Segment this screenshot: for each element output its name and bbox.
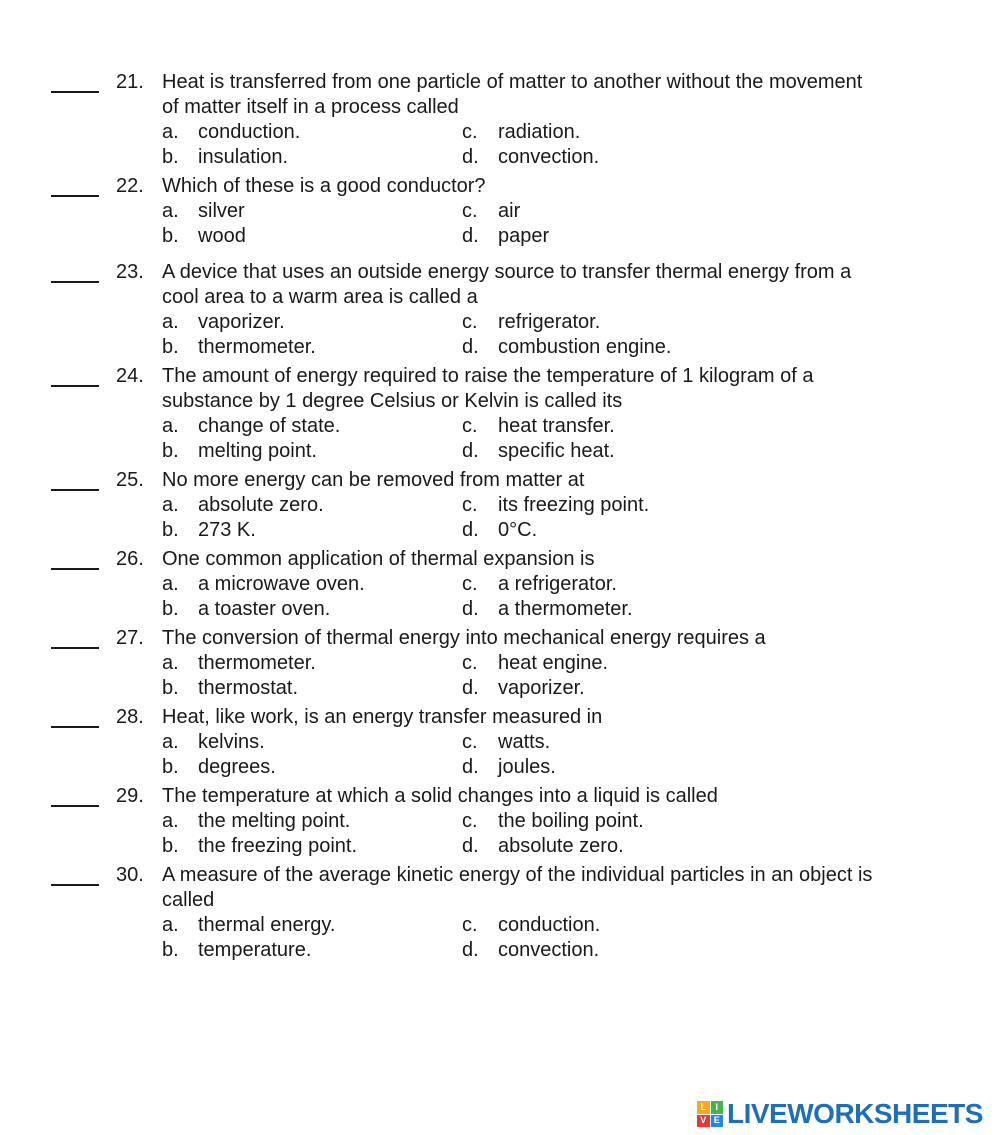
choice-letter: b. bbox=[162, 939, 179, 961]
choice-a bbox=[162, 913, 462, 938]
choice-letter: c. bbox=[462, 415, 478, 437]
choice-letter: d. bbox=[462, 519, 479, 541]
question-27 bbox=[0, 626, 1000, 701]
question-26 bbox=[0, 547, 1000, 622]
choice-text: absolute zero. bbox=[498, 835, 624, 857]
choice-d bbox=[462, 755, 762, 780]
liveworksheets-logo bbox=[697, 1098, 997, 1130]
choice-letter: a. bbox=[162, 311, 179, 333]
choice-text: joules. bbox=[498, 756, 556, 778]
choice-d bbox=[462, 834, 762, 859]
choice-a bbox=[162, 493, 462, 518]
answer-blank[interactable] bbox=[51, 174, 99, 197]
choice-letter: b. bbox=[162, 756, 179, 778]
choice-letter: c. bbox=[462, 494, 478, 516]
choice-b bbox=[162, 224, 462, 249]
choice-letter: c. bbox=[462, 121, 478, 143]
choice-letter: a. bbox=[162, 652, 179, 674]
choice-text: conduction. bbox=[498, 914, 601, 936]
question-stem: Which of these is a good conductor? bbox=[162, 175, 486, 197]
choice-text: a refrigerator. bbox=[498, 573, 617, 595]
choice-text: a microwave oven. bbox=[198, 573, 365, 595]
choice-text: the freezing point. bbox=[198, 835, 357, 857]
question-stem: One common application of thermal expansion is bbox=[162, 548, 595, 570]
choice-text: degrees. bbox=[198, 756, 276, 778]
question-stem: The amount of energy required to raise the temperature of 1 kilogram of a substance by 1 degree Celsius or Kelvin is called its bbox=[162, 365, 814, 412]
choice-letter: a. bbox=[162, 810, 179, 832]
logo-mark-icon bbox=[697, 1101, 723, 1127]
choice-text: watts. bbox=[498, 731, 551, 753]
question-stem: Heat, like work, is an energy transfer measured in bbox=[162, 706, 603, 728]
choice-letter: b. bbox=[162, 519, 179, 541]
choice-text: radiation. bbox=[498, 121, 581, 143]
question-stem: The conversion of thermal energy into mechanical energy requires a bbox=[162, 627, 766, 649]
choice-letter: a. bbox=[162, 573, 179, 595]
question-23 bbox=[0, 260, 1000, 360]
choice-letter: a. bbox=[162, 415, 179, 437]
choice-text: combustion engine. bbox=[498, 336, 672, 358]
choice-d bbox=[462, 335, 762, 360]
choice-a bbox=[162, 651, 462, 676]
choice-text: a toaster oven. bbox=[198, 598, 331, 620]
choice-a bbox=[162, 572, 462, 597]
choice-letter: b. bbox=[162, 440, 179, 462]
choice-letter: a. bbox=[162, 494, 179, 516]
choice-text: conduction. bbox=[198, 121, 301, 143]
choice-d bbox=[462, 676, 762, 701]
choice-text: convection. bbox=[498, 939, 600, 961]
choice-d bbox=[462, 597, 762, 622]
choice-a bbox=[162, 310, 462, 335]
choice-letter: d. bbox=[462, 677, 479, 699]
logo-mark-letter: I bbox=[711, 1101, 724, 1114]
question-number: 30. bbox=[116, 864, 144, 886]
choice-letter: b. bbox=[162, 225, 179, 247]
answer-blank[interactable] bbox=[51, 626, 99, 649]
choice-b bbox=[162, 755, 462, 780]
choice-c bbox=[462, 414, 762, 439]
choice-list bbox=[162, 572, 762, 622]
logo-mark-letter: V bbox=[697, 1115, 710, 1128]
choice-list bbox=[162, 651, 762, 701]
choice-b bbox=[162, 676, 462, 701]
choice-letter: c. bbox=[462, 731, 478, 753]
choice-list bbox=[162, 310, 762, 360]
choice-text: its freezing point. bbox=[498, 494, 650, 516]
question-21 bbox=[0, 70, 1000, 170]
logo-mark-letter: E bbox=[711, 1115, 724, 1128]
choice-letter: d. bbox=[462, 146, 479, 168]
choice-letter: d. bbox=[462, 835, 479, 857]
choice-text: 273 K. bbox=[198, 519, 256, 541]
choice-d bbox=[462, 145, 762, 170]
choice-b bbox=[162, 335, 462, 360]
question-number: 25. bbox=[116, 469, 144, 491]
choice-letter: c. bbox=[462, 914, 478, 936]
choice-c bbox=[462, 651, 762, 676]
choice-d bbox=[462, 938, 762, 963]
choice-c bbox=[462, 199, 762, 224]
choice-text: insulation. bbox=[198, 146, 289, 168]
choice-text: refrigerator. bbox=[498, 311, 601, 333]
choice-list bbox=[162, 493, 762, 543]
question-number: 21. bbox=[116, 71, 144, 93]
choice-text: thermal energy. bbox=[198, 914, 336, 936]
choice-text: a thermometer. bbox=[498, 598, 633, 620]
question-stem: The temperature at which a solid changes into a liquid is called bbox=[162, 785, 718, 807]
answer-blank[interactable] bbox=[51, 705, 99, 728]
choice-letter: d. bbox=[462, 336, 479, 358]
choice-letter: d. bbox=[462, 756, 479, 778]
choice-d bbox=[462, 518, 762, 543]
question-24 bbox=[0, 364, 1000, 464]
choice-c bbox=[462, 913, 762, 938]
choice-letter: b. bbox=[162, 598, 179, 620]
choice-text: kelvins. bbox=[198, 731, 265, 753]
choice-b bbox=[162, 439, 462, 464]
choice-text: melting point. bbox=[198, 440, 317, 462]
choice-text: vaporizer. bbox=[498, 677, 585, 699]
choice-d bbox=[462, 439, 762, 464]
choice-letter: b. bbox=[162, 146, 179, 168]
choice-letter: c. bbox=[462, 200, 478, 222]
choice-b bbox=[162, 834, 462, 859]
answer-blank[interactable] bbox=[51, 468, 99, 491]
choice-letter: a. bbox=[162, 914, 179, 936]
question-number: 24. bbox=[116, 365, 144, 387]
choice-text: the boiling point. bbox=[498, 810, 644, 832]
question-30 bbox=[0, 863, 1000, 963]
answer-blank[interactable] bbox=[51, 260, 99, 283]
choice-a bbox=[162, 809, 462, 834]
question-22 bbox=[0, 174, 1000, 249]
choice-text: air bbox=[498, 200, 521, 222]
logo-text: LIVEWORKSHEETS bbox=[727, 1098, 983, 1129]
choice-letter: c. bbox=[462, 573, 478, 595]
answer-blank[interactable] bbox=[51, 70, 99, 93]
choice-text: 0°C. bbox=[498, 519, 538, 541]
choice-letter: a. bbox=[162, 121, 179, 143]
choice-a bbox=[162, 120, 462, 145]
answer-blank[interactable] bbox=[51, 547, 99, 570]
choice-list bbox=[162, 809, 762, 859]
choice-text: the melting point. bbox=[198, 810, 351, 832]
question-number: 28. bbox=[116, 706, 144, 728]
choice-text: convection. bbox=[498, 146, 600, 168]
question-28 bbox=[0, 705, 1000, 780]
choice-a bbox=[162, 199, 462, 224]
choice-letter: b. bbox=[162, 677, 179, 699]
choice-letter: d. bbox=[462, 440, 479, 462]
choice-list bbox=[162, 199, 762, 249]
choice-c bbox=[462, 730, 762, 755]
question-number: 27. bbox=[116, 627, 144, 649]
choice-b bbox=[162, 938, 462, 963]
choice-text: thermometer. bbox=[198, 336, 316, 358]
logo-mark-letter: L bbox=[697, 1101, 710, 1114]
choice-list bbox=[162, 414, 762, 464]
question-29 bbox=[0, 784, 1000, 859]
choice-text: vaporizer. bbox=[198, 311, 285, 333]
answer-blank[interactable] bbox=[51, 784, 99, 807]
choice-text: heat transfer. bbox=[498, 415, 615, 437]
choice-a bbox=[162, 730, 462, 755]
choice-b bbox=[162, 518, 462, 543]
question-stem: A device that uses an outside energy source to transfer thermal energy from a cool area to a warm area is called a bbox=[162, 261, 852, 308]
choice-letter: c. bbox=[462, 652, 478, 674]
answer-blank[interactable] bbox=[51, 863, 99, 886]
choice-letter: a. bbox=[162, 200, 179, 222]
choice-c bbox=[462, 120, 762, 145]
choice-text: absolute zero. bbox=[198, 494, 324, 516]
choice-text: silver bbox=[198, 200, 245, 222]
question-number: 23. bbox=[116, 261, 144, 283]
choice-b bbox=[162, 597, 462, 622]
choice-c bbox=[462, 493, 762, 518]
choice-text: thermometer. bbox=[198, 652, 316, 674]
answer-blank[interactable] bbox=[51, 364, 99, 387]
choice-b bbox=[162, 145, 462, 170]
question-number: 29. bbox=[116, 785, 144, 807]
choice-letter: d. bbox=[462, 939, 479, 961]
choice-a bbox=[162, 414, 462, 439]
choice-list bbox=[162, 730, 762, 780]
question-stem: A measure of the average kinetic energy of the individual particles in an object is called bbox=[162, 864, 873, 911]
choice-letter: d. bbox=[462, 598, 479, 620]
choice-d bbox=[462, 224, 762, 249]
question-number: 22. bbox=[116, 175, 144, 197]
question-stem: No more energy can be removed from matter at bbox=[162, 469, 585, 491]
choice-list bbox=[162, 913, 762, 963]
question-stem: Heat is transferred from one particle of matter to another without the movement of matter itself in a process called bbox=[162, 71, 863, 118]
choice-text: thermostat. bbox=[198, 677, 299, 699]
choice-list bbox=[162, 120, 762, 170]
question-25 bbox=[0, 468, 1000, 543]
question-number: 26. bbox=[116, 548, 144, 570]
choice-text: wood bbox=[198, 225, 246, 247]
worksheet bbox=[0, 70, 1000, 963]
choice-c bbox=[462, 809, 762, 834]
choice-letter: d. bbox=[462, 225, 479, 247]
choice-text: temperature. bbox=[198, 939, 312, 961]
choice-c bbox=[462, 572, 762, 597]
choice-text: change of state. bbox=[198, 415, 341, 437]
choice-letter: c. bbox=[462, 311, 478, 333]
choice-letter: c. bbox=[462, 810, 478, 832]
choice-letter: a. bbox=[162, 731, 179, 753]
choice-letter: b. bbox=[162, 835, 179, 857]
choice-text: paper bbox=[498, 225, 550, 247]
choice-letter: b. bbox=[162, 336, 179, 358]
choice-c bbox=[462, 310, 762, 335]
choice-text: specific heat. bbox=[498, 440, 615, 462]
choice-text: heat engine. bbox=[498, 652, 609, 674]
